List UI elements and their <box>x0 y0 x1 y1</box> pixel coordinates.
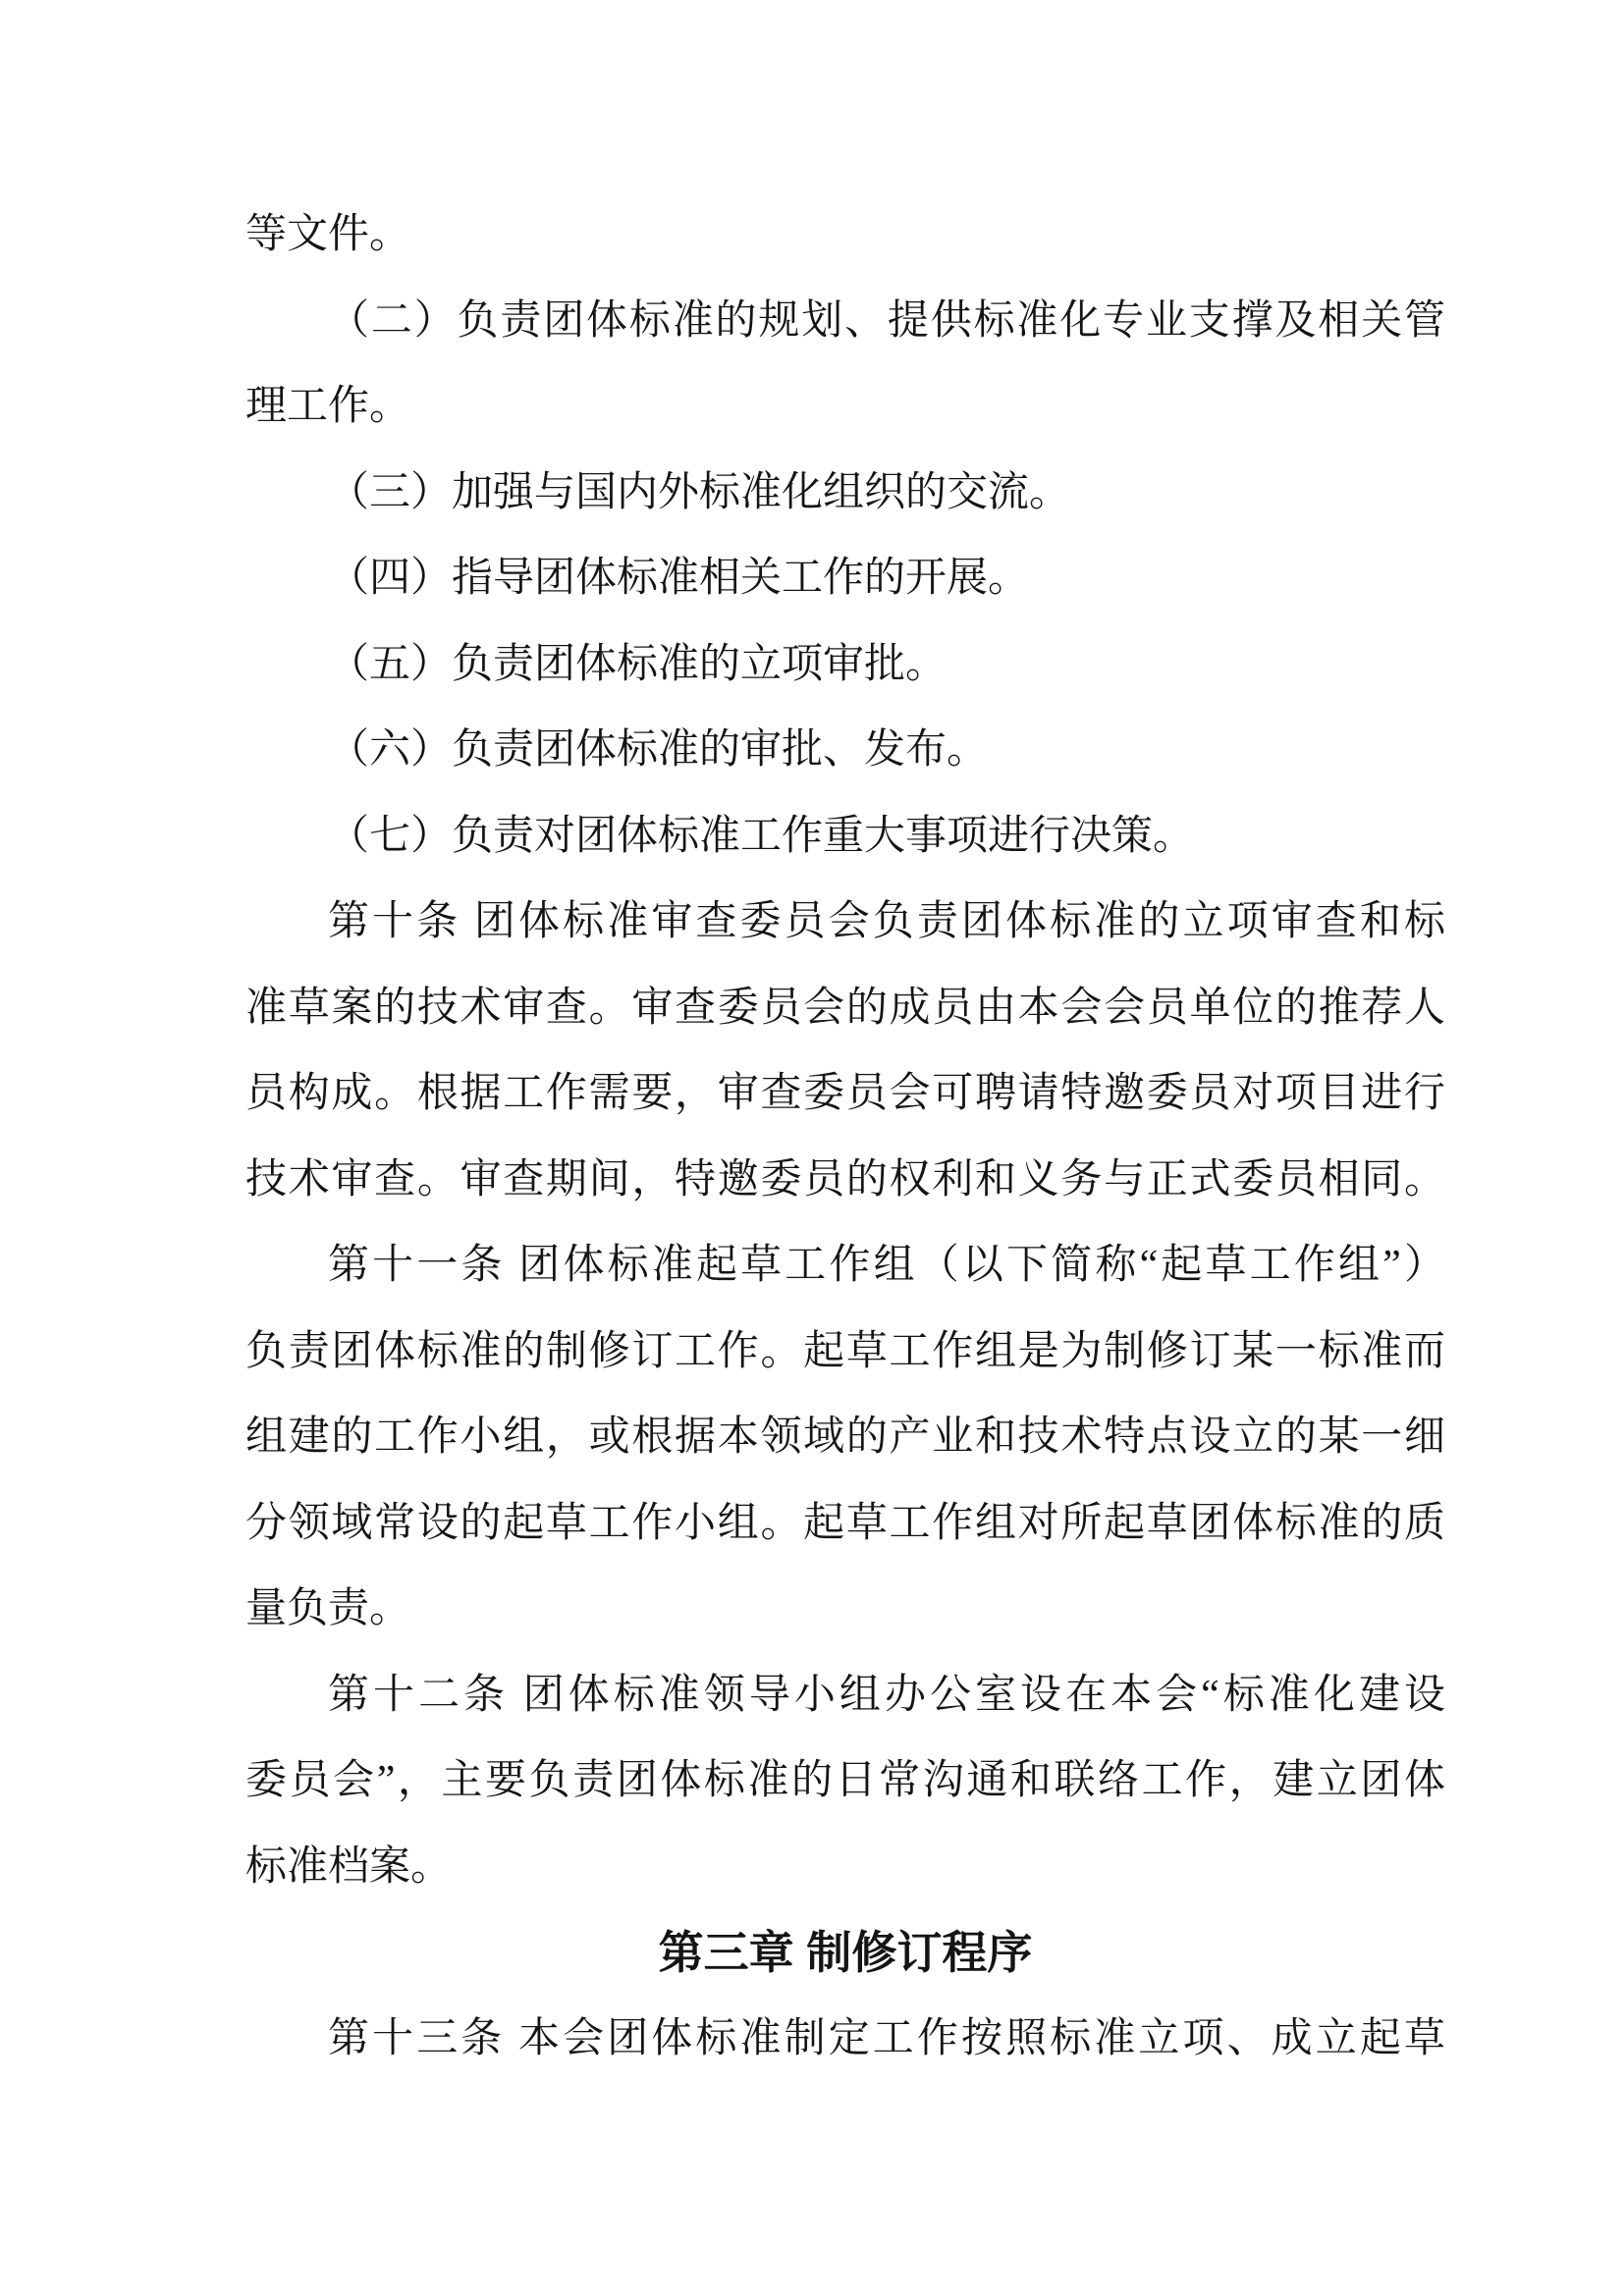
document-line: 准草案的技术审查。审查委员会的成员由本会会员单位的推荐人 <box>245 985 1445 1031</box>
document-line: （七）负责对团体标准工作重大事项进行决策。 <box>328 813 1195 859</box>
document-body <box>245 192 1445 2082</box>
document-line: 量负责。 <box>245 1586 411 1631</box>
document-line: 第十条 团体标准审查委员会负责团体标准的立项审查和标 <box>328 899 1445 944</box>
document-line: 负责团体标准的制修订工作。起草工作组是为制修订某一标准而 <box>245 1328 1445 1374</box>
document-line: 分领域常设的起草工作小组。起草工作组对所起草团体标准的质 <box>245 1500 1445 1546</box>
document-line: （六）负责团体标准的审批、发布。 <box>328 727 989 773</box>
document-line: 技术审查。审查期间，特邀委员的权利和义务与正式委员相同。 <box>245 1156 1445 1202</box>
document-line: 第十一条 团体标准起草工作组（以下简称“起草工作组”） <box>328 1243 1445 1288</box>
document-line: 标准档案。 <box>245 1843 453 1890</box>
document-line: 第十三条 本会团体标准制定工作按照标准立项、成立起草 <box>328 2015 1445 2061</box>
document-line: 组建的工作小组，或根据本领域的产业和技术特点设立的某一细 <box>245 1415 1445 1460</box>
document-line: 委员会”，主要负责团体标准的日常沟通和联络工作，建立团体 <box>245 1758 1445 1803</box>
document-line: （二）负责团体标准的规划、提供标准化专业支撑及相关管 <box>328 297 1445 344</box>
document-line: 理工作。 <box>245 384 411 429</box>
chapter-heading: 第三章 制修订程序 <box>658 1927 1033 1978</box>
document-line: （三）加强与国内外标准化组织的交流。 <box>328 469 1071 515</box>
document-line: （五）负责团体标准的立项审批。 <box>328 641 947 687</box>
document-line: 等文件。 <box>245 212 411 257</box>
document-line: 第十二条 团体标准领导小组办公室设在本会“标准化建设 <box>328 1672 1445 1718</box>
document-line: 员构成。根据工作需要，审查委员会可聘请特邀委员对项目进行 <box>245 1071 1445 1116</box>
document-line: （四）指导团体标准相关工作的开展。 <box>328 556 1030 601</box>
